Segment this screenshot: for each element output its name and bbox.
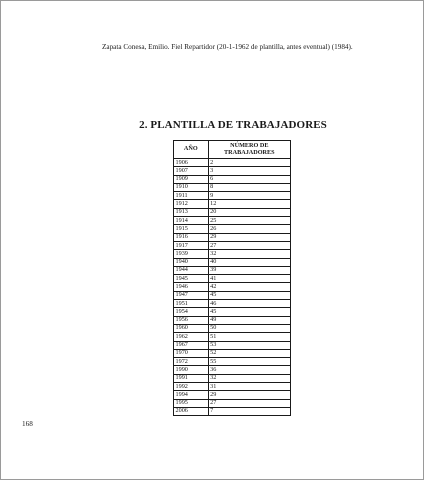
worker-count-cell: 27: [208, 241, 290, 249]
table-row: [174, 183, 291, 191]
year-cell: 1912: [174, 200, 209, 208]
column-header-year: AÑO: [174, 141, 209, 159]
table-row: [174, 167, 291, 175]
table-row: [174, 300, 291, 308]
year-cell: 1946: [174, 283, 209, 291]
table-header-row: [174, 141, 291, 159]
worker-count-cell: 49: [208, 316, 290, 324]
worker-count-cell: 52: [208, 349, 290, 357]
worker-count-cell: 8: [208, 183, 290, 191]
worker-count-cell: 40: [208, 258, 290, 266]
worker-count-cell: 46: [208, 300, 290, 308]
year-cell: 1956: [174, 316, 209, 324]
worker-count-cell: 3: [208, 167, 290, 175]
table-row: [174, 407, 291, 415]
table-row: [174, 399, 291, 407]
year-cell: 1914: [174, 217, 209, 225]
year-cell: 1970: [174, 349, 209, 357]
worker-count-cell: 6: [208, 175, 290, 183]
worker-count-cell: 50: [208, 324, 290, 332]
worker-count-cell: 39: [208, 266, 290, 274]
worker-count-cell: 31: [208, 383, 290, 391]
worker-count-cell: 45: [208, 308, 290, 316]
table-row: [174, 175, 291, 183]
table-row: [174, 275, 291, 283]
year-cell: 1944: [174, 266, 209, 274]
table-row: [174, 366, 291, 374]
worker-count-cell: 7: [208, 407, 290, 415]
table-row: [174, 383, 291, 391]
table-row: [174, 291, 291, 299]
year-cell: 1992: [174, 383, 209, 391]
worker-count-cell: 53: [208, 341, 290, 349]
table-row: [174, 258, 291, 266]
year-cell: 1906: [174, 159, 209, 167]
table-row: [174, 200, 291, 208]
worker-count-cell: 20: [208, 208, 290, 216]
table-row: [174, 308, 291, 316]
table-row: [174, 374, 291, 382]
table-row: [174, 316, 291, 324]
year-cell: 1939: [174, 250, 209, 258]
year-cell: 1940: [174, 258, 209, 266]
worker-count-cell: 32: [208, 374, 290, 382]
year-cell: 2006: [174, 407, 209, 415]
worker-count-cell: 27: [208, 399, 290, 407]
worker-count-cell: 36: [208, 366, 290, 374]
workforce-table: [173, 140, 291, 416]
year-cell: 1990: [174, 366, 209, 374]
table-row: [174, 341, 291, 349]
year-cell: 1960: [174, 324, 209, 332]
table-row: [174, 349, 291, 357]
worker-count-cell: 12: [208, 200, 290, 208]
year-cell: 1947: [174, 291, 209, 299]
worker-count-cell: 29: [208, 233, 290, 241]
year-cell: 1916: [174, 233, 209, 241]
year-cell: 1909: [174, 175, 209, 183]
table-row: [174, 241, 291, 249]
table-row: [174, 283, 291, 291]
year-cell: 1915: [174, 225, 209, 233]
worker-count-cell: 51: [208, 333, 290, 341]
year-cell: 1917: [174, 241, 209, 249]
year-cell: 1967: [174, 341, 209, 349]
intro-paragraph: Zapata Conesa, Emilio. Fiel Repartidor (20-1-1962 de plantilla, antes eventual) (1984).: [102, 43, 353, 51]
year-cell: 1913: [174, 208, 209, 216]
year-cell: 1994: [174, 391, 209, 399]
table-row: [174, 358, 291, 366]
year-cell: 1972: [174, 358, 209, 366]
table-row: [174, 250, 291, 258]
year-cell: 1907: [174, 167, 209, 175]
year-cell: 1910: [174, 183, 209, 191]
table-row: [174, 217, 291, 225]
worker-count-cell: 29: [208, 391, 290, 399]
table-row: [174, 233, 291, 241]
table-row: [174, 225, 291, 233]
table-row: [174, 324, 291, 332]
worker-count-cell: 41: [208, 275, 290, 283]
worker-count-cell: 55: [208, 358, 290, 366]
table-row: [174, 266, 291, 274]
table-row: [174, 333, 291, 341]
worker-count-cell: 2: [208, 159, 290, 167]
year-cell: 1911: [174, 192, 209, 200]
worker-count-cell: 45: [208, 291, 290, 299]
worker-count-cell: 9: [208, 192, 290, 200]
column-header-workers: NÚMERO DE TRABAJADORES: [208, 141, 290, 159]
worker-count-cell: 25: [208, 217, 290, 225]
year-cell: 1945: [174, 275, 209, 283]
table-row: [174, 391, 291, 399]
year-cell: 1962: [174, 333, 209, 341]
section-heading: 2. PLANTILLA DE TRABAJADORES: [139, 119, 327, 131]
worker-count-cell: 32: [208, 250, 290, 258]
worker-count-cell: 42: [208, 283, 290, 291]
year-cell: 1995: [174, 399, 209, 407]
page-number: 168: [22, 420, 33, 428]
year-cell: 1954: [174, 308, 209, 316]
table-row: [174, 208, 291, 216]
worker-count-cell: 26: [208, 225, 290, 233]
table-row: [174, 159, 291, 167]
table-row: [174, 192, 291, 200]
table-body: [174, 159, 291, 416]
year-cell: 1991: [174, 374, 209, 382]
year-cell: 1951: [174, 300, 209, 308]
